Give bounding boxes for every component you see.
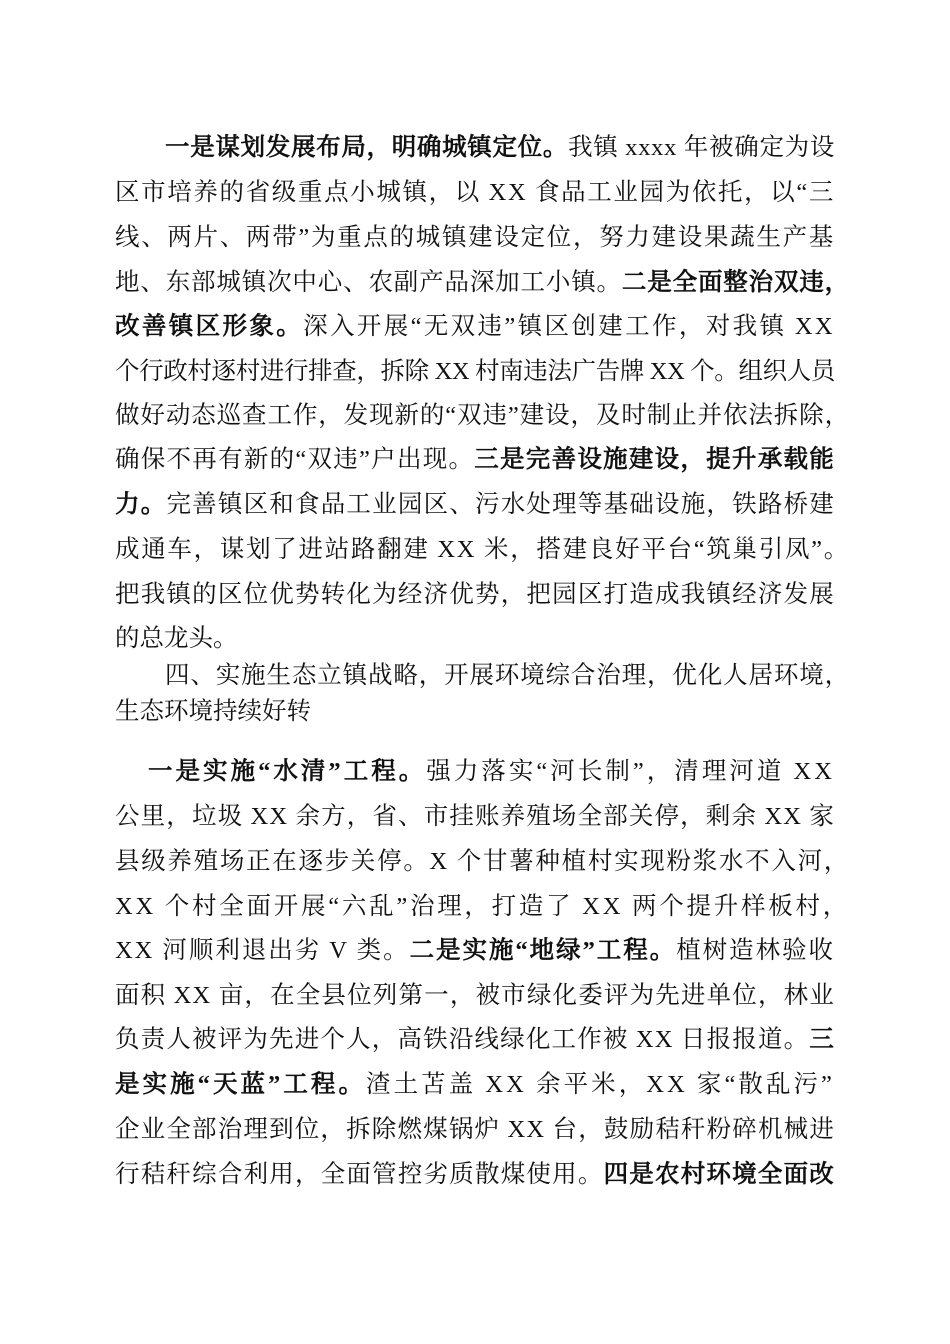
body-text: 地、东部城镇次中心、农副产品深加工小镇。 <box>115 269 622 296</box>
body-text: 生态环境持续好转 <box>115 698 311 725</box>
bold-lead-phrase: 力。 <box>115 491 167 518</box>
section-heading-line <box>165 659 850 693</box>
bold-lead-phrase: 改善镇区形象。 <box>115 313 304 340</box>
paragraph-line <box>115 845 850 879</box>
paragraph-line <box>115 1158 835 1192</box>
paragraph-line <box>115 890 850 924</box>
body-text: 区市培养的省级重点小城镇，以 XX 食品工业园为依托，以“三 <box>115 179 835 206</box>
body-text: 植树造林验收 <box>676 937 836 964</box>
paragraph-line <box>115 266 850 300</box>
bold-lead-phrase: 三是完善设施建设，提升承载能 <box>474 446 836 473</box>
bold-lead-phrase: 四是农村环境全面改 <box>603 1161 836 1188</box>
bold-lead-phrase: 一是实施“水清”工程。 <box>148 758 427 785</box>
paragraph-line <box>115 934 835 968</box>
bold-lead-phrase: 一是谋划发展布局，明确城镇定位。 <box>165 134 569 161</box>
body-text: 的总龙头。 <box>115 625 238 652</box>
body-text: 渣土苫盖 XX 余平米，XX 家“散乱污” <box>366 1071 835 1098</box>
bold-lead-phrase: 是实施“天蓝”工程。 <box>115 1071 367 1098</box>
bold-lead-phrase: 三 <box>809 1026 836 1053</box>
section-heading-line <box>115 695 311 729</box>
body-text: 成通车，谋划了进站路翻建 XX 米，搭建良好平台“筑巢引凤”。 <box>115 536 850 563</box>
body-text: 我镇 xxxx 年被确定为设 <box>568 134 836 161</box>
paragraph-line <box>115 622 238 656</box>
body-text: 行秸秆综合利用，全面管控劣质散煤使用。 <box>115 1161 604 1188</box>
body-text: 强力落实“河长制”，清理河道 XX <box>426 758 835 785</box>
body-text: 线、两片、两带”为重点的城镇建设定位，努力建设果蔬生产基 <box>115 224 835 251</box>
paragraph-line <box>115 310 835 344</box>
paragraph-line <box>165 131 835 165</box>
bold-lead-phrase: 二是实施“地绿”工程。 <box>409 937 677 964</box>
paragraph-line <box>115 979 835 1013</box>
paragraph-line <box>115 800 835 834</box>
body-text: 完善镇区和食品工业园区、污水处理等基础设施，铁路桥建 <box>166 491 835 518</box>
paragraph-line <box>115 488 835 522</box>
paragraph-line <box>148 755 835 789</box>
body-text: 确保不再有新的“双违”户出现。 <box>115 446 475 473</box>
body-text: XX 个村全面开展“六乱”治理，打造了 XX 两个提升样板村， <box>115 893 850 920</box>
body-text: 负责人被评为先进个人，高铁沿线绿化工作被 XX 日报报道。 <box>115 1026 810 1053</box>
body-text: 个行政村逐村进行排查，拆除 XX 村南违法广告牌 XX 个。组织人员 <box>115 358 835 385</box>
body-text: 把我镇的区位优势转化为经济优势，把园区打造成我镇经济发展 <box>115 581 835 608</box>
bold-lead-phrase: 二是全面整治双违， <box>621 269 851 296</box>
body-text: 做好动态巡查工作，发现新的“双违”建设，及时制止并依法拆除， <box>115 402 850 429</box>
body-text: 深入开展“无双违”镇区创建工作，对我镇 XX <box>303 313 835 340</box>
paragraph-line <box>115 1068 835 1102</box>
body-text: 企业全部治理到位，拆除燃煤锅炉 XX 台，鼓励秸秆粉碎机械进 <box>115 1116 836 1143</box>
body-text: 县级养殖场正在逐步关停。X 个甘薯种植村实现粉浆水不入河， <box>115 848 850 875</box>
paragraph-line <box>115 355 835 389</box>
paragraph-line <box>115 399 850 433</box>
paragraph-line <box>115 176 835 210</box>
body-text: 面积 XX 亩，在全县位列第一，被市绿化委评为先进单位，林业 <box>115 982 836 1009</box>
paragraph-line <box>115 443 835 477</box>
body-text: 公里，垃圾 XX 余方，省、市挂账养殖场全部关停，剩余 XX 家 <box>115 803 835 830</box>
paragraph-line <box>115 1113 835 1147</box>
body-text: 四、实施生态立镇战略，开展环境综合治理，优化人居环境， <box>165 662 850 689</box>
body-text: XX 河顺利退出劣 V 类。 <box>115 937 410 964</box>
paragraph-line <box>115 1023 835 1057</box>
paragraph-line <box>115 221 835 255</box>
paragraph-line <box>115 578 835 612</box>
paragraph-line <box>115 533 850 567</box>
